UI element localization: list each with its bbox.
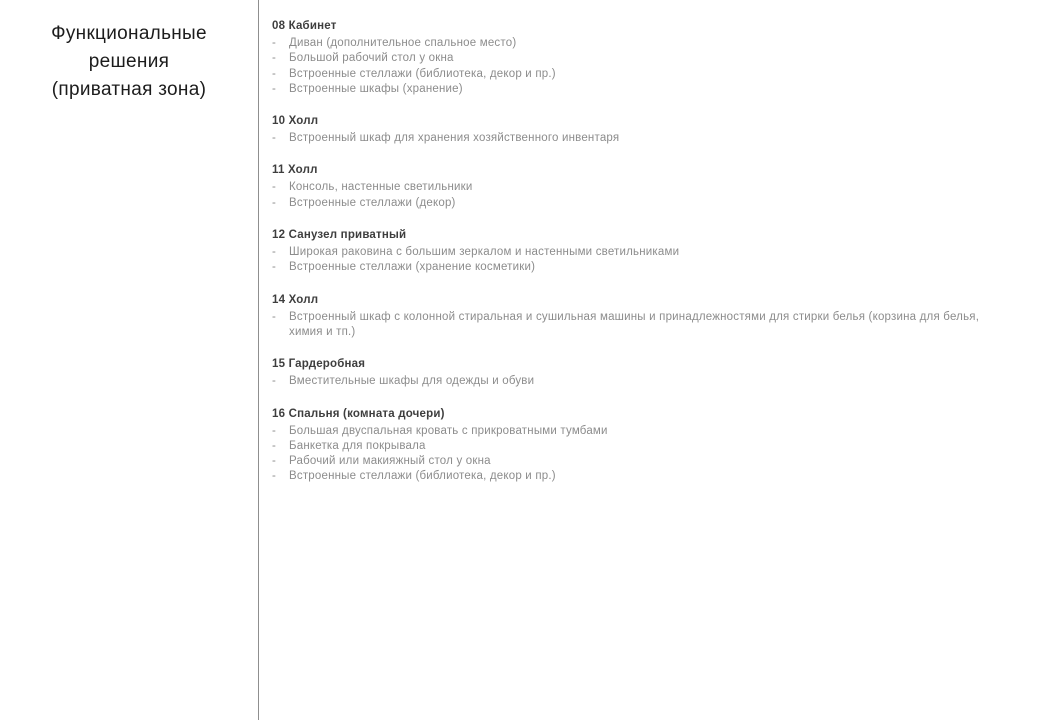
list-item-text: Большая двуспальная кровать с прикроватными тумбами bbox=[289, 424, 608, 437]
bullet-dash: - bbox=[272, 82, 277, 95]
section-header: 08 Кабинет bbox=[272, 20, 337, 32]
list-item bbox=[272, 180, 1002, 195]
bullet-dash: - bbox=[272, 439, 277, 452]
list-item-text: Банкетка для покрывала bbox=[289, 439, 426, 452]
bullet-dash: - bbox=[272, 52, 277, 65]
section-header: 14 Холл bbox=[272, 293, 319, 306]
list-item bbox=[272, 260, 1002, 275]
bullet-dash: - bbox=[272, 470, 277, 483]
section-room-16 bbox=[272, 407, 1002, 485]
page-title-line: Функциональные bbox=[51, 23, 207, 44]
list-item-text: Встроенные стеллажи (библиотека, декор и пр.) bbox=[289, 67, 556, 80]
list-item bbox=[272, 131, 1002, 146]
page-title bbox=[0, 20, 258, 104]
list-item-text: Широкая раковина с большим зеркалом и настенными светильниками bbox=[289, 246, 680, 259]
list-item-text: Встроенный шкаф для хранения хозяйственного инвентаря bbox=[289, 132, 620, 145]
list-item-text: Большой рабочий стол у окна bbox=[289, 52, 454, 65]
section-room-12 bbox=[272, 228, 1002, 276]
bullet-dash: - bbox=[272, 375, 277, 388]
list-item bbox=[272, 245, 1002, 260]
list-item bbox=[272, 469, 1002, 484]
list-item-text: Консоль, настенные светильники bbox=[289, 181, 473, 194]
page-title-line: (приватная зона) bbox=[51, 79, 207, 100]
list-item bbox=[272, 424, 1002, 439]
section-header: 16 Спальня (комната дочери) bbox=[272, 407, 445, 420]
list-item-text: Диван (дополнительное спальное место) bbox=[289, 37, 517, 49]
bullet-dash: - bbox=[272, 455, 277, 468]
list-item bbox=[272, 439, 1002, 454]
section-header: 15 Гардеробная bbox=[272, 358, 366, 371]
list-item bbox=[272, 310, 1002, 341]
list-item-text: Вместительные шкафы для одежды и обуви bbox=[289, 375, 535, 388]
room-list bbox=[272, 19, 1002, 502]
list-item bbox=[272, 36, 1002, 51]
section-room-10 bbox=[272, 114, 1002, 146]
list-item bbox=[272, 454, 1002, 469]
bullet-dash: - bbox=[272, 246, 277, 259]
section-room-08 bbox=[272, 19, 1002, 97]
list-item bbox=[272, 82, 1002, 97]
bullet-dash: - bbox=[272, 310, 277, 323]
list-item bbox=[272, 374, 1002, 389]
bullet-dash: - bbox=[272, 132, 277, 145]
bullet-dash: - bbox=[272, 67, 277, 80]
bullet-dash: - bbox=[272, 181, 277, 194]
bullet-dash: - bbox=[272, 424, 277, 437]
vertical-divider bbox=[258, 0, 259, 720]
list-item-text: Встроенные стеллажи (библиотека, декор и пр.) bbox=[289, 470, 556, 483]
list-item-text: Встроенный шкаф с колонной стиральная и сушильная машины и принадлежностями для стирки белья (корзина для белья, химия и тп.) bbox=[289, 310, 980, 338]
section-room-11 bbox=[272, 163, 1002, 211]
list-item bbox=[272, 196, 1002, 211]
list-item-text: Встроенные стеллажи (декор) bbox=[289, 196, 456, 209]
bullet-dash: - bbox=[272, 196, 277, 209]
section-header: 12 Санузел приватный bbox=[272, 229, 407, 242]
section-header: 10 Холл bbox=[272, 115, 319, 128]
list-item bbox=[272, 51, 1002, 66]
list-item bbox=[272, 67, 1002, 82]
bullet-dash: - bbox=[272, 261, 277, 274]
list-item-text: Встроенные стеллажи (хранение косметики) bbox=[289, 261, 536, 274]
section-header: 11 Холл bbox=[272, 164, 318, 177]
page-title-line: решения bbox=[88, 51, 170, 72]
title-panel bbox=[0, 0, 258, 720]
list-item-text: Рабочий или макияжный стол у окна bbox=[289, 455, 491, 468]
bullet-dash: - bbox=[272, 37, 277, 49]
list-item-text: Встроенные шкафы (хранение) bbox=[289, 82, 463, 95]
section-room-14 bbox=[272, 293, 1002, 341]
section-room-15 bbox=[272, 357, 1002, 389]
